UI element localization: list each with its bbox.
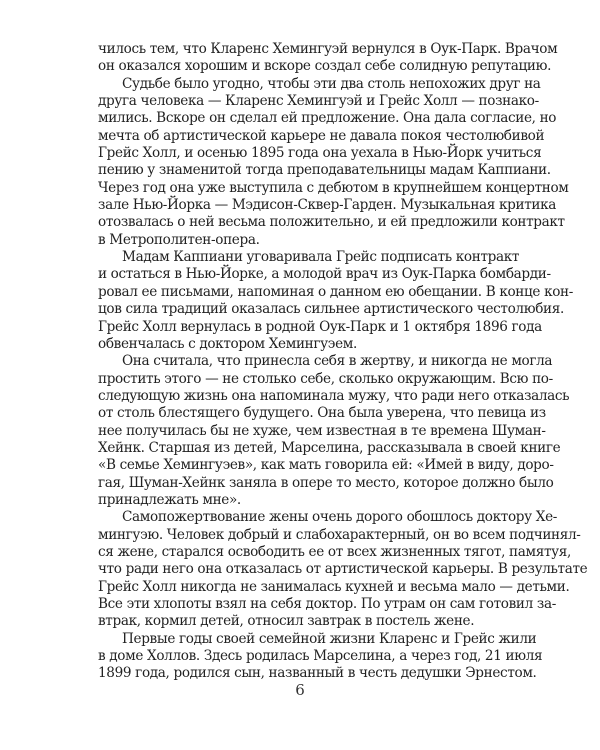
- text-line: и остаться в Нью-Йорке, а молодой врач из Оук-Парка бомбарди-: [98, 266, 551, 283]
- text-line: в доме Холлов. Здесь родилась Марселина, а через год, 21 июля: [98, 648, 543, 665]
- text-line: Судьбе было угодно, чтобы эти два столь непохожих друг на: [122, 75, 541, 92]
- text-line: ровал ее письмами, напоминая о данном ею обещании. В конце кон-: [98, 283, 574, 300]
- text-line: друга человека — Кларенс Хемингуэй и Грейс Холл — познако-: [98, 93, 539, 110]
- paragraph: [98, 41, 558, 76]
- paragraph: [98, 249, 574, 353]
- text-line: Грейс Холл никогда не занималась кухней и весьма мало — детьми.: [98, 578, 570, 595]
- text-line: простить этого — не столько себе, сколько окружающим. Всю по-: [98, 370, 553, 387]
- text-line: чилось тем, что Кларенс Хемингуэй вернулся в Оук-Парк. Врачом: [98, 41, 558, 57]
- paragraph: [98, 630, 543, 683]
- text-line: 1899 года, родился сын, названный в честь дедушки Эрнестом.: [98, 665, 537, 682]
- paragraph: [98, 75, 569, 249]
- text-line: Мадам Каппиани уговаривала Грейс подписать контракт: [122, 249, 520, 266]
- text-line: зале Нью-Йорка — Мэдисон-Сквер-Гарден. Музыкальная критика: [98, 197, 556, 214]
- text-line: Все эти хлопоты взял на себя доктор. По утрам он сам готовил за-: [98, 596, 556, 612]
- page-number: 6: [295, 681, 305, 699]
- text-line: Грейс Холл, и осенью 1895 года она уехала в Нью-Йорк учиться: [98, 145, 542, 162]
- text-line: пению у знаменитой тогда преподавательницы мадам Каппиани.: [98, 162, 551, 179]
- text-line: от столь блестящего будущего. Она была уверена, что певица из: [98, 405, 546, 422]
- text-line: «В семье Хемингуэев», как мать говорила ей: «Имей в виду, доро-: [98, 457, 554, 474]
- text-line: гая, Шуман-Хейнк заняла в опере то место, которое должно было: [98, 474, 554, 491]
- text-line: мечта об артистической карьере не давала покоя честолюбивой: [98, 127, 545, 144]
- text-line: мингуэю. Человек добрый и слабохарактерный, он во всем подчинял-: [98, 526, 581, 543]
- text-line: принадлежать мне».: [98, 491, 241, 508]
- text-line: ся жене, старался освободить ее от всех жизненных тягот, памятуя,: [98, 543, 571, 560]
- text-line: отозвалась о ней весьма положительно, и ей предложили контракт: [98, 214, 565, 231]
- paragraph: [98, 509, 588, 630]
- text-line: Грейс Холл вернулась в родной Оук-Парк и 1 октября 1896 года: [98, 318, 542, 335]
- text-line: Хейнк. Старшая из детей, Марселина, рассказывала в своей книге: [98, 439, 561, 456]
- text-line: втрак, кормил детей, относил завтрак в постель жене.: [98, 613, 475, 630]
- text-line: мились. Вскоре он сделал ей предложение. Она дала согласие, но: [98, 110, 557, 127]
- text-line: следующую жизнь она напоминала мужу, что ради него отказалась: [98, 387, 570, 404]
- paragraph: [98, 353, 570, 509]
- text-line: Самопожертвование жены очень дорого обошлось доктору Хе-: [122, 509, 558, 526]
- text-line: Она считала, что принесла себя в жертву, и никогда не могла: [122, 353, 553, 370]
- text-line: что ради него она отказалась от артистической карьеры. В результате: [98, 561, 588, 578]
- text-line: в Метрополитен-опера.: [98, 231, 260, 248]
- text-line: обвенчалась с доктором Хемингуэем.: [98, 335, 357, 352]
- text-line: Через год она уже выступила с дебютом в крупнейшем концертном: [98, 179, 569, 196]
- text-line: Первые годы своей семейной жизни Кларенс и Грейс жили: [122, 630, 537, 647]
- text-line: он оказался хорошим и вскоре создал себе солидную репутацию.: [98, 58, 552, 75]
- page-body-text: [98, 41, 588, 683]
- text-line: цов сила традиций оказалась сильнее артистического честолюбия.: [98, 301, 564, 318]
- text-line: нее получилась бы не хуже, чем известная в те времена Шуман-: [98, 422, 546, 439]
